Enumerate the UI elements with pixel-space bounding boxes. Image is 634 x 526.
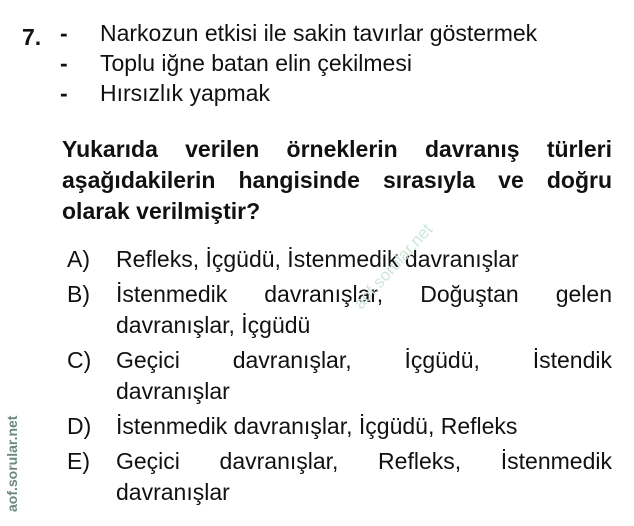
- premise-marker: -: [60, 80, 68, 106]
- option-e[interactable]: [67, 446, 612, 508]
- option-letter: E): [67, 448, 90, 474]
- option-text: [116, 446, 612, 508]
- premise-item: [60, 78, 620, 108]
- option-line-2: davranışlar, İçgüdü: [116, 312, 311, 338]
- option-line-1: İstenmedik davranışlar, İçgüdü, Refleks: [116, 413, 518, 439]
- premise-item: [60, 18, 620, 48]
- option-text: [116, 345, 612, 407]
- option-b[interactable]: [67, 279, 612, 341]
- answer-options: [67, 244, 612, 512]
- option-letter: A): [67, 246, 90, 272]
- option-text: [116, 244, 612, 275]
- option-line-1: Geçici davranışlar, Refleks, İstenmedik: [116, 448, 612, 474]
- premise-text: Toplu iğne batan elin çekilmesi: [100, 50, 412, 76]
- diagonal-watermark: aof.sorular.net: [350, 219, 437, 313]
- option-c[interactable]: [67, 345, 612, 407]
- premise-marker: -: [60, 50, 68, 76]
- option-line-1: Refleks, İçgüdü, İstenmedik davranışlar: [116, 246, 519, 272]
- premise-list: [60, 18, 620, 108]
- option-letter: B): [67, 281, 90, 307]
- premise-item: [60, 48, 620, 78]
- option-a[interactable]: [67, 244, 612, 275]
- option-line-2: davranışlar: [116, 479, 230, 505]
- question-stem: Yukarıda verilen örneklerin davranış türleri aşağıdakilerin hangisinde sırasıyla ve doğru olarak verilmiştir?: [62, 136, 612, 224]
- option-line-1: Geçici davranışlar, İçgüdü, İstendik: [116, 347, 612, 373]
- option-letter: C): [67, 347, 92, 373]
- option-text: [116, 411, 612, 442]
- option-line-1: İstenmedik davranışlar, Doğuştan gelen: [116, 281, 612, 307]
- premise-text: Hırsızlık yapmak: [100, 80, 270, 106]
- option-line-2: davranışlar: [116, 378, 230, 404]
- premise-text: Narkozun etkisi ile sakin tavırlar göstermek: [100, 20, 538, 46]
- option-d[interactable]: [67, 411, 612, 442]
- side-watermark: aof.sorular.net: [4, 415, 20, 512]
- option-letter: D): [67, 413, 92, 439]
- question-number: 7.: [22, 24, 42, 50]
- premise-marker: -: [60, 20, 68, 46]
